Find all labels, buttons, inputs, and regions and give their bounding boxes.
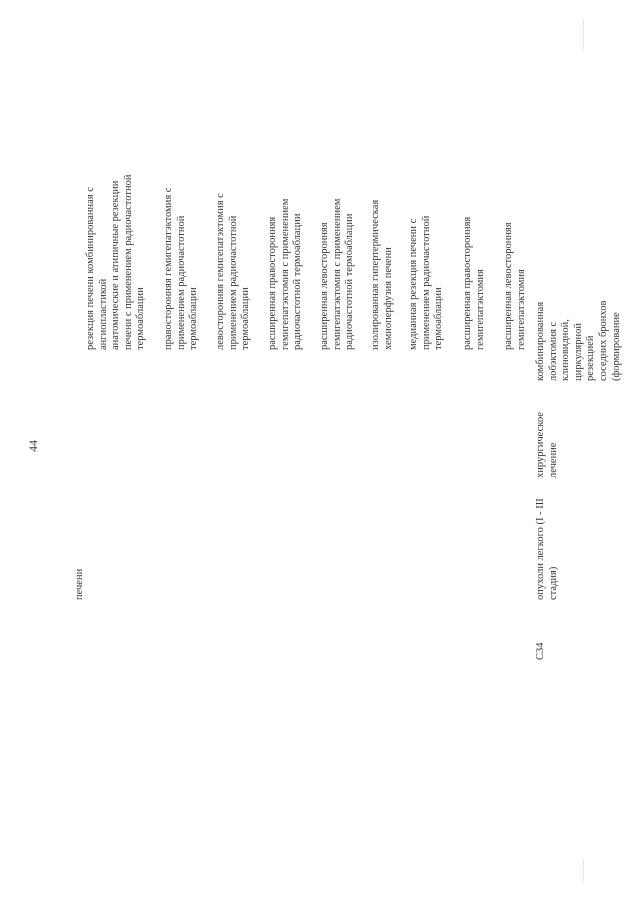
liver-intervention-5: расширенная правосторонняя гемигепатэктомия с применением радиочастотной термоаблации — [267, 198, 304, 350]
liver-intervention-1: резекция печени комбинированная с ангиопластикой — [85, 187, 109, 350]
lung-treatment-cell: хирургическое лечение — [535, 412, 559, 478]
liver-intervention-6: расширенная левосторонняя гемигепатэктомия с применением радиочастотной термоаблации — [319, 198, 356, 350]
page-edge-mark — [583, 860, 594, 882]
liver-intervention-10: расширенная левосторонняя гемигепатэктомия — [503, 222, 527, 350]
lung-diagnosis-cell: опухоли легкого (I - III стадия) — [535, 498, 559, 600]
liver-intervention-2: анатомические и атипичные резекции печени с применением радиочастотной термоаблации — [110, 174, 147, 350]
page-edge-mark — [583, 20, 594, 50]
liver-intervention-4: левосторонняя гемигепатэктомия с применением радиочастотной термоаблации — [215, 193, 252, 350]
liver-intervention-7: изолированная гипертермическая хемиоперфузия печени — [370, 199, 394, 350]
lung-intervention-cell: комбинированная лобэктомия с клиновидной, циркулярной резекцией соседних бронхов (формирование — [535, 300, 622, 381]
liver-intervention-8: медианная резекция печени с применением радиочастотной термоаблации — [408, 215, 445, 350]
liver-diagnosis-cell: печени — [74, 568, 85, 600]
page-number: 44 — [26, 440, 40, 452]
lung-code-cell: С34 — [535, 642, 546, 660]
liver-intervention-3: правосторонняя гемигепатэктомия с применением радиочастотной термоаблации — [163, 187, 200, 350]
liver-intervention-9: расширенная правосторонняя гемигепатэктомия — [462, 216, 486, 350]
